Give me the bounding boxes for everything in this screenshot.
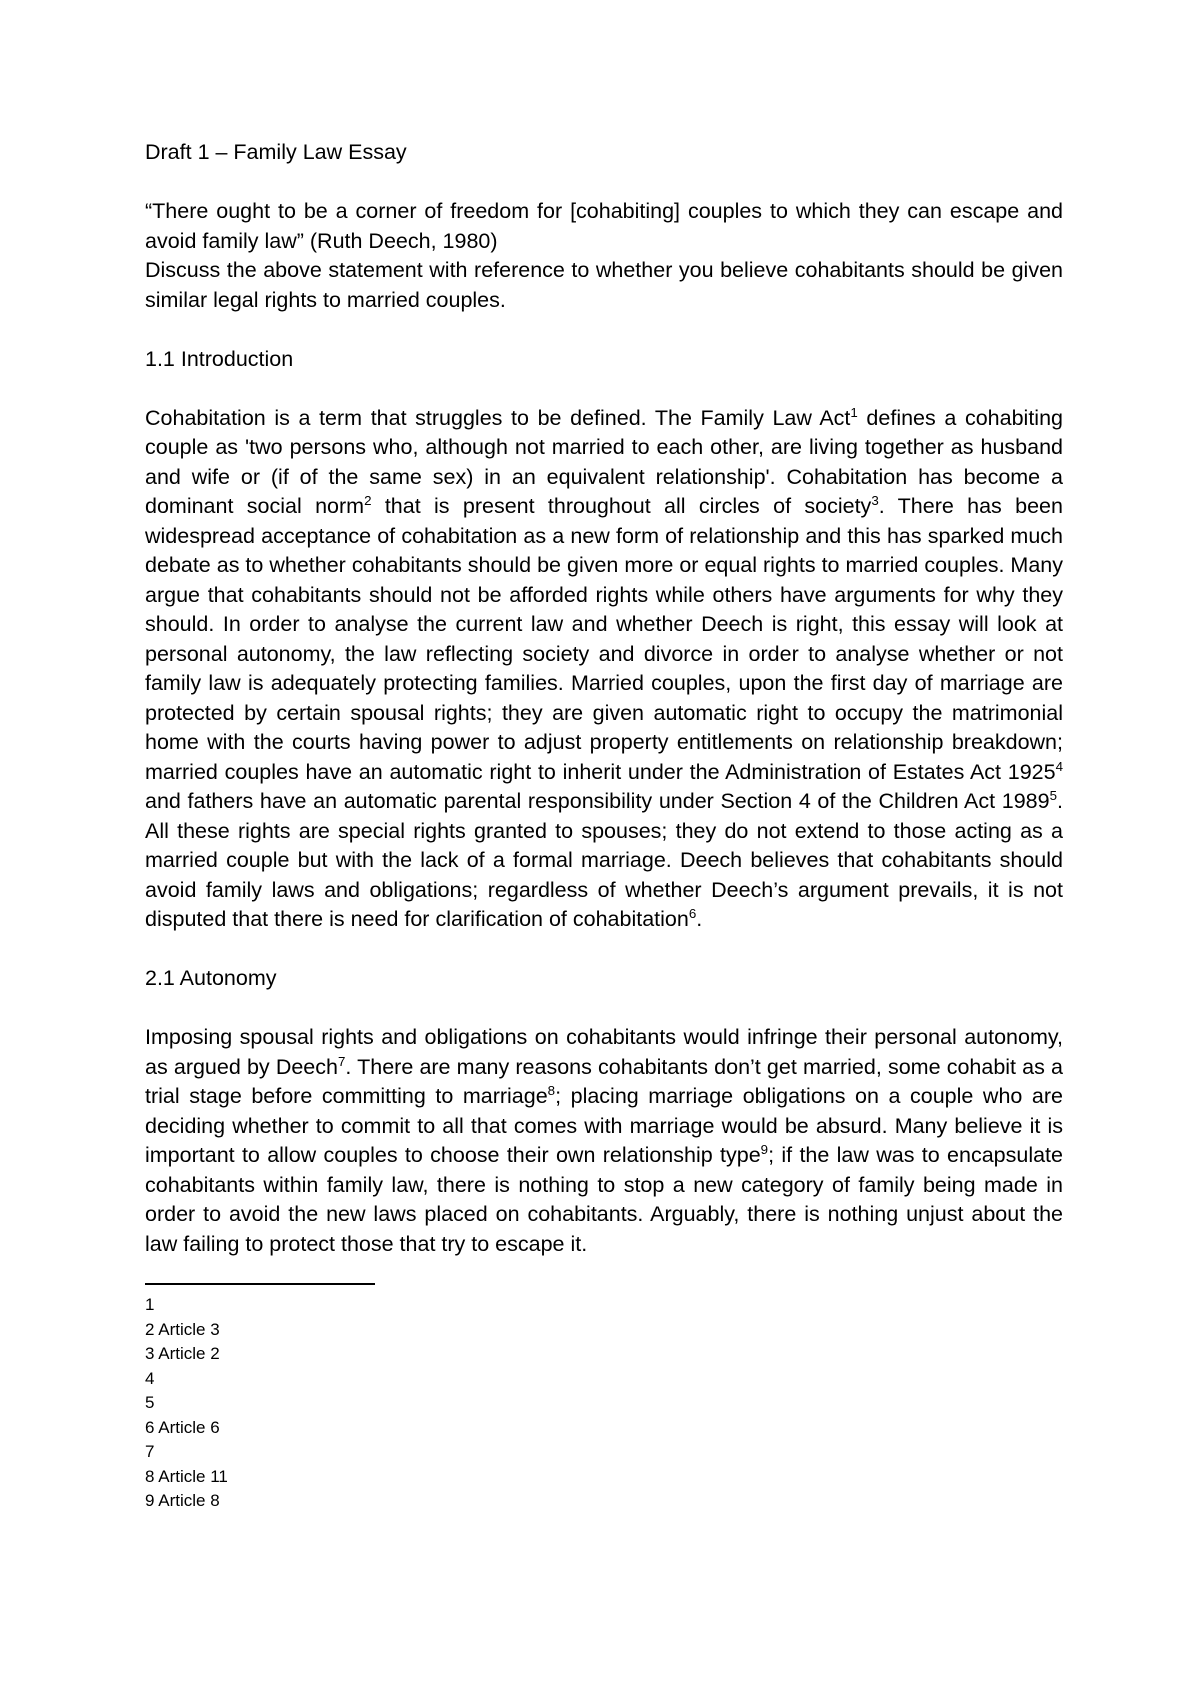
footnote-separator xyxy=(145,1283,375,1285)
footnotes-list xyxy=(145,1293,1063,1514)
footnote-item: 5 xyxy=(145,1393,155,1412)
question-prompt: Discuss the above statement with reference to whether you believe cohabitants should be given similar legal rights to married couples. xyxy=(145,258,1063,312)
footnote-item: 4 xyxy=(145,1368,155,1388)
autonomy-text-2: . There are many reasons cohabitants don’t get married, some cohabit as a trial stage before committing to marriage xyxy=(145,1054,1063,1108)
autonomy-heading: 2.1 Autonomy xyxy=(145,966,277,990)
introduction-paragraph xyxy=(145,404,1063,935)
autonomy-paragraph xyxy=(145,1023,1063,1259)
autonomy-text-1: Imposing spousal rights and obligations on cohabitants would infringe their personal autonomy, as argued by Deech xyxy=(145,1025,1063,1079)
footnote-ref-9: 9 xyxy=(760,1141,769,1157)
footnote-ref-4: 4 xyxy=(1055,758,1063,774)
autonomy-text-3: ; placing marriage obligations on a couple who are deciding whether to commit to all that comes with marriage would be absurd. Many believe it is important to allow couples to choose their own relationship type xyxy=(145,1084,1063,1167)
footnote-item: 8 Article 11 xyxy=(145,1466,228,1486)
intro-text-3: that is present throughout all circles of society xyxy=(371,494,872,518)
autonomy-text-4: ; if the law was to encapsulate cohabitants within family law, there is nothing to stop a new category of family being made in order to avoid the new laws placed on cohabitants. Arguably, there is nothing unjust about the law failing to protect those that try to escape it. xyxy=(145,1143,1063,1256)
intro-text-2: defines a cohabiting couple as 'two persons who, although not married to each other, are living together as husband and wife or (if of the same sex) in an equivalent relationship'. Cohabitation has become a dominant social norm xyxy=(145,405,1063,518)
footnote-item: 2 Article 3 xyxy=(145,1319,220,1339)
footnote-item: 7 xyxy=(145,1442,155,1461)
intro-text-1: Cohabitation is a term that struggles to be defined. The Family Law Act xyxy=(145,405,851,430)
footnote-ref-2: 2 xyxy=(364,492,372,508)
essay-question xyxy=(145,197,1063,315)
footnote-item: 9 Article 8 xyxy=(145,1491,220,1510)
footnote-item: 1 xyxy=(145,1295,155,1314)
footnote-ref-5: 5 xyxy=(1049,787,1058,803)
footnote-ref-3: 3 xyxy=(871,492,879,508)
intro-text-7: . xyxy=(696,907,703,931)
document-page xyxy=(145,138,1063,1514)
footnote-ref-7: 7 xyxy=(337,1053,346,1069)
intro-text-4: . There has been widespread acceptance of cohabitation as a new form of relationship and this has sparked much debate as to whether cohabitants should be given more or equal rights to married couples. Many argue that cohabitants should not be afforded rights while others have arguments for why they should. In order to analyse the current law and whether Deech is right, this essay will look at personal autonomy, the law reflecting society and divorce in order to analyse whether or not family law is adequately protecting families. Married couples, upon the first day of marriage are protected by certain spousal rights; they are given automatic right to occupy the matrimonial home with the courts having power to adjust property entitlements on relationship breakdown; married couples have an automatic right to inherit under the Administration of Estates Act 1925 xyxy=(145,494,1063,784)
footnote-item: 3 Article 2 xyxy=(145,1344,220,1363)
intro-text-6: . All these rights are special rights granted to spouses; they do not extend to those acting as a married couple but with the lack of a formal marriage. Deech believes that cohabitants should avoid family laws and obligations; regardless of whether Deech’s argument prevails, it is not disputed that there is need for clarification of cohabitation xyxy=(145,789,1063,931)
intro-text-5: and fathers have an automatic parental responsibility under Section 4 of the Children Act 1989 xyxy=(145,789,1050,813)
footnote-item: 6 Article 6 xyxy=(145,1417,220,1437)
document-title: Draft 1 – Family Law Essay xyxy=(145,140,407,164)
footnote-ref-1: 1 xyxy=(850,404,858,420)
introduction-heading: 1.1 Introduction xyxy=(145,346,294,371)
footnote-ref-6: 6 xyxy=(688,905,697,921)
footnote-ref-8: 8 xyxy=(547,1082,556,1098)
question-quote: “There ought to be a corner of freedom for [cohabiting] couples to which they can escape and avoid family law” (Ruth Deech, 1980) xyxy=(145,199,1063,253)
